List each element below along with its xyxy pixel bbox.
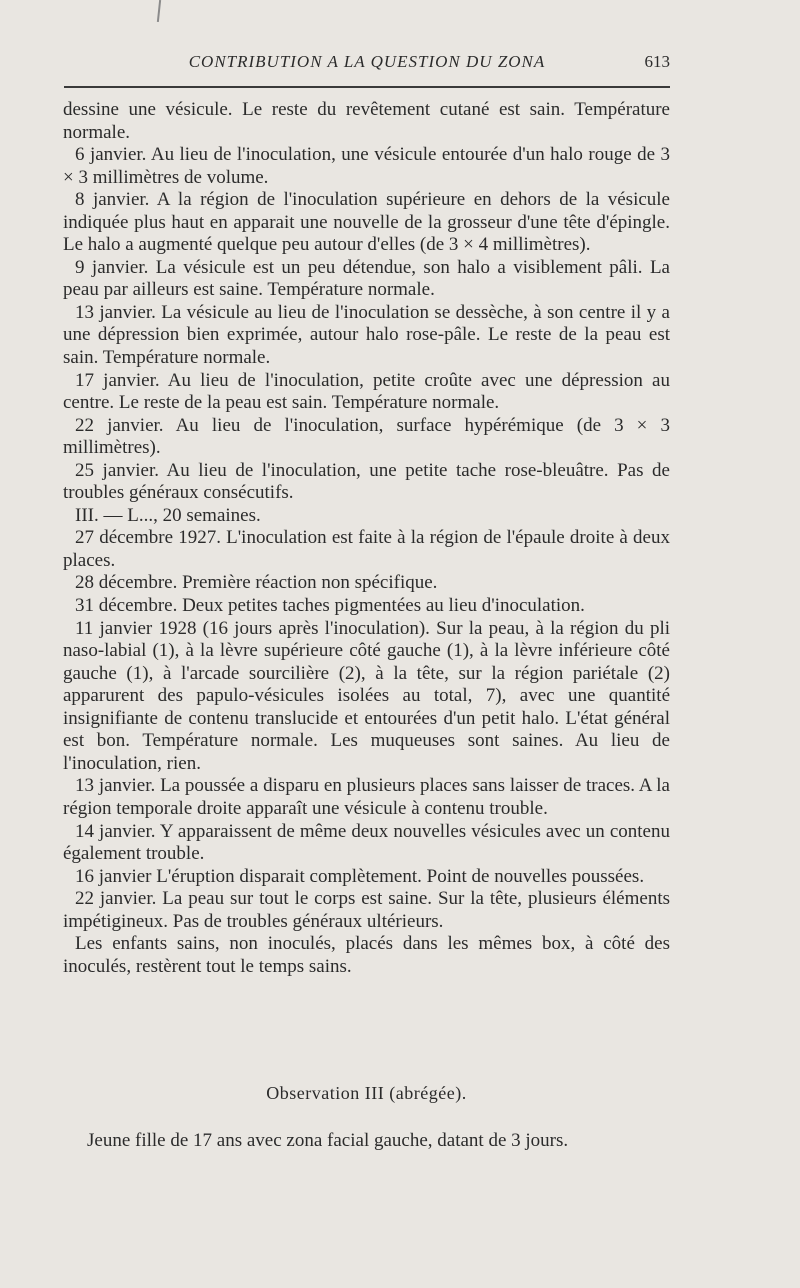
paragraph: 8 janvier. A la région de l'inoculation supérieure en dehors de la vésicule indiquée plus haut en apparait une nouvelle de la grosseur d'une tête d'épingle. Le halo a augmenté quelque peu autour d'elles (de 3 × 4 millimètres). xyxy=(63,189,670,256)
paragraph: 6 janvier. Au lieu de l'inoculation, une vésicule entourée d'un halo rouge de 3 × 3 millimètres de volume. xyxy=(63,144,670,188)
paragraph: dessine une vésicule. Le reste du revêtement cutané est sain. Température normale. xyxy=(63,99,670,143)
paragraph: 22 janvier. La peau sur tout le corps est saine. Sur la tête, plusieurs éléments impétigineux. Pas de troubles généraux ultérieurs. xyxy=(63,888,670,932)
paragraph: 22 janvier. Au lieu de l'inoculation, surface hypérémique (de 3 × 3 millimètres). xyxy=(63,414,670,459)
observation-heading: Observation III (abrégée). xyxy=(266,1083,467,1103)
paragraph: 27 décembre 1927. L'inoculation est faite à la région de l'épaule droite à deux places. xyxy=(63,527,670,571)
running-title: CONTRIBUTION A LA QUESTION DU ZONA xyxy=(188,52,546,71)
page-number: 613 xyxy=(644,52,670,71)
paragraph: 11 janvier 1928 (16 jours après l'inoculation). Sur la peau, à la région du pli naso-labial (1), à la lèvre supérieure côté gauche (1), à la lèvre inférieure côté gauche (1), à l'arcade sourcilière (2), à la tête, sur la région pariétale (2) apparurent des papulo-vésicules isolées au total, 7), avec une quantité insignifiante de contenu translucide et entourées d'un petit halo. L'état général est bon. Température normale. Les muqueuses sont saines. Au lieu de l'inoculation, rien. xyxy=(63,617,670,774)
paragraph: 9 janvier. La vésicule est un peu détendue, son halo a visiblement pâli. La peau par ailleurs est saine. Température normale. xyxy=(63,256,670,301)
paragraph: 25 janvier. Au lieu de l'inoculation, une petite tache rose-bleuâtre. Pas de troubles généraux consécutifs. xyxy=(63,459,670,504)
closing-line: Jeune fille de 17 ans avec zona facial gauche, datant de 3 jours. xyxy=(87,1130,569,1151)
paragraph: 28 décembre. Première réaction non spécifique. xyxy=(75,572,438,594)
running-header xyxy=(64,52,670,78)
paragraph: 14 janvier. Y apparaissent de même deux nouvelles vésicules avec un contenu également trouble. xyxy=(63,820,670,865)
paragraph: 17 janvier. Au lieu de l'inoculation, petite croûte avec une dépression au centre. Le reste de la peau est sain. Température normale. xyxy=(63,369,670,414)
paragraph: 13 janvier. La poussée a disparu en plusieurs places sans laisser de traces. A la région temporale droite apparaît une vésicule à contenu trouble. xyxy=(63,775,670,819)
paragraph: Les enfants sains, non inoculés, placés dans les mêmes box, à côté des inoculés, restèrent tout le temps sains. xyxy=(63,933,670,977)
header-rule xyxy=(64,86,670,88)
pencil-mark xyxy=(157,0,161,22)
paragraph: 13 janvier. La vésicule au lieu de l'inoculation se dessèche, à son centre il y a une dépression bien exprimée, autour halo rose-pâle. Le reste de la peau est sain. Température normale. xyxy=(63,301,670,369)
case-heading: III. — L..., 20 semaines. xyxy=(75,504,261,526)
body-text xyxy=(63,99,670,978)
paragraph: 31 décembre. Deux petites taches pigmentées au lieu d'inoculation. xyxy=(75,595,585,617)
paragraph: 16 janvier L'éruption disparait complètement. Point de nouvelles poussées. xyxy=(75,865,645,887)
